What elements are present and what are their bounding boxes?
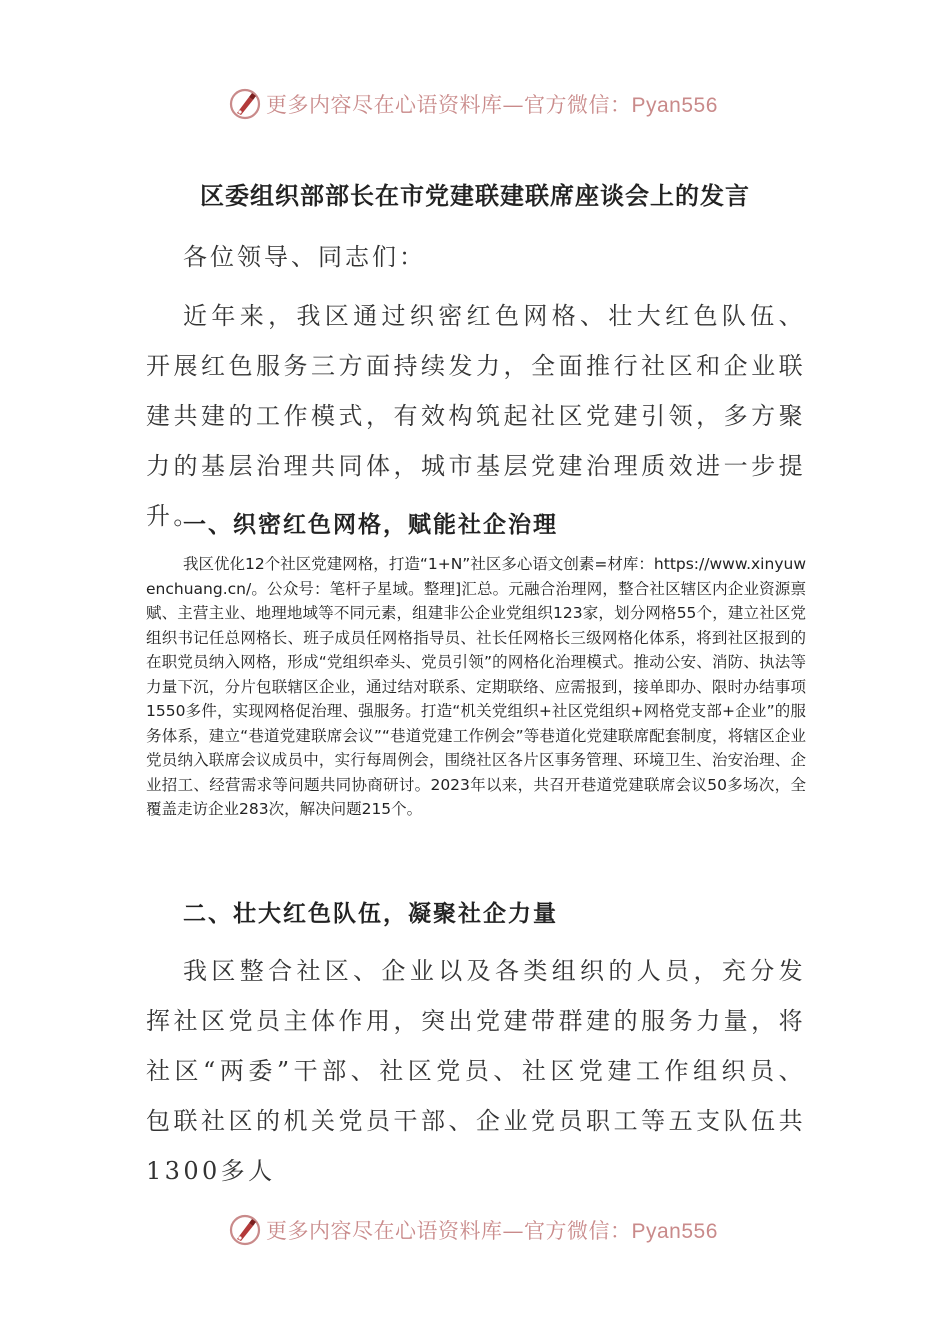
pen-nib-circle-icon: [228, 87, 262, 121]
banner-label: 更多内容尽在心语资料库—官方微信：: [266, 93, 632, 117]
pen-nib-circle-icon: [228, 1213, 262, 1247]
section-2-body: 我区整合社区、企业以及各类组织的人员，充分发挥社区党员主体作用，突出党建带群建的服务力量，将社区“两委”干部、社区党员、社区党建工作组织员、包联社区的机关党员干部、企业党员职工等五支队伍共1300多人: [146, 957, 806, 1185]
section-1-heading: 一、织密红色网格，赋能社企治理: [183, 512, 558, 538]
greeting: 各位领导、同志们：: [183, 243, 426, 271]
banner-text: [266, 1215, 718, 1245]
section-1-body: 我区优化12个社区党建网格，打造“1+N”社区多心语文创素=材库：https://www.xinyuwenchuang.cn/。公众号：笔杆子星域。整理]汇总。元融合治理网，整合社区辖区内企业资源禀赋、主营主业、地理地域等不同元素，组建非公企业党组织123家，划分网格55个，建立社区党组织书记任总网格长、班子成员任网格指导员、社长任网格长三级网格化体系，将到社区报到的在职党员纳入网格，形成“党组织牵头、党员引领”的网格化治理模式。推动公安、消防、执法等力量下沉，分片包联辖区企业，通过结对联系、定期联络、应需报到，接单即办、限时办结事项1550多件，实现网格促治理、强服务。打造“机关党组织+社区党组织+网格党支部+企业”的服务体系，建立“巷道党建联席会议”“巷道党建工作例会”等巷道化党建联席配套制度，将辖区企业党员纳入联席会议成员中，实行每周例会，围绕社区各片区事务管理、环境卫生、治安治理、企业招工、经营需求等问题共同协商研讨。2023年以来，共召开巷道党建联席会议50多场次，全覆盖走访企业283次，解决问题215个。: [146, 555, 806, 818]
footer-banner: [228, 1210, 718, 1250]
wechat-id: Pyan556: [631, 1220, 718, 1243]
section-2-heading: 二、壮大红色队伍，凝聚社企力量: [183, 901, 558, 927]
wechat-id: Pyan556: [631, 94, 718, 117]
banner-label: 更多内容尽在心语资料库—官方微信：: [266, 1219, 632, 1243]
intro-paragraph: 近年来，我区通过织密红色网格、壮大红色队伍、开展红色服务三方面持续发力，全面推行社区和企业联建共建的工作模式，有效构筑起社区党建引领，多方聚力的基层治理共同体，城市基层党建治理质效进一步提升。: [146, 302, 806, 530]
header-banner: [228, 84, 718, 124]
document-title: 区委组织部部长在市党建联建联席座谈会上的发言: [200, 182, 750, 210]
banner-text: [266, 89, 718, 119]
